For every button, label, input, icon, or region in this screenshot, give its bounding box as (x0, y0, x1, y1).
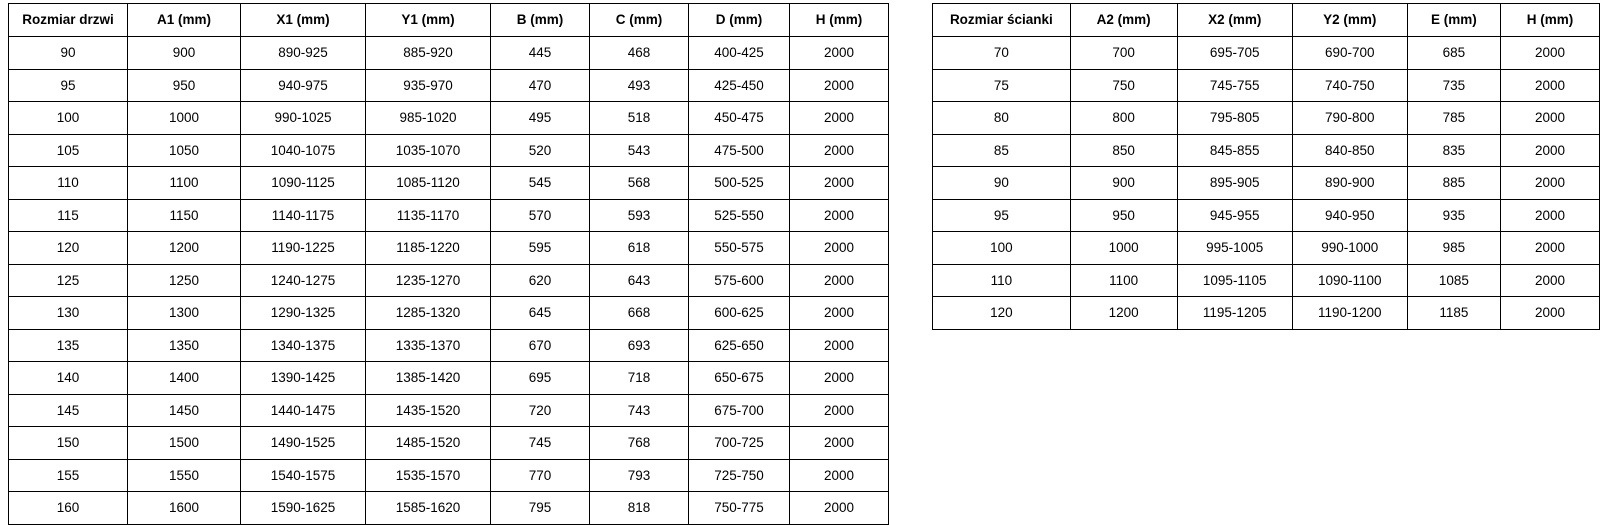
table-cell: 1440-1475 (241, 394, 366, 427)
table-cell: 2000 (790, 329, 889, 362)
table-cell: 718 (590, 362, 689, 395)
table-cell: 2000 (790, 199, 889, 232)
table-row (9, 297, 889, 330)
table-cell: 400-425 (689, 37, 790, 70)
table-cell: 1500 (128, 427, 241, 460)
table-cell: 745 (491, 427, 590, 460)
table-cell: 700 (1070, 37, 1177, 70)
table-cell: 740-750 (1292, 69, 1407, 102)
table-cell: 695-705 (1177, 37, 1292, 70)
table-cell: 1085-1120 (366, 167, 491, 200)
table-cell: 885-920 (366, 37, 491, 70)
table-cell: 1300 (128, 297, 241, 330)
table-cell: 1590-1625 (241, 492, 366, 525)
table-cell: 110 (9, 167, 128, 200)
table-cell: 940-975 (241, 69, 366, 102)
walls-table-body (933, 37, 1600, 330)
table-row (933, 199, 1600, 232)
table-row (9, 69, 889, 102)
doors-column-header-0: Rozmiar drzwi (9, 4, 128, 37)
table-cell: 1535-1570 (366, 459, 491, 492)
walls-column-header-2: X2 (mm) (1177, 4, 1292, 37)
table-cell: 940-950 (1292, 199, 1407, 232)
table-cell: 85 (933, 134, 1071, 167)
table-cell: 1200 (1070, 297, 1177, 330)
table-cell: 1050 (128, 134, 241, 167)
table-cell: 95 (933, 199, 1071, 232)
table-cell: 1140-1175 (241, 199, 366, 232)
table-row (9, 37, 889, 70)
table-cell: 468 (590, 37, 689, 70)
table-cell: 140 (9, 362, 128, 395)
table-cell: 695 (491, 362, 590, 395)
doors-column-header-2: X1 (mm) (241, 4, 366, 37)
table-row (933, 264, 1600, 297)
table-cell: 1100 (128, 167, 241, 200)
table-row (933, 232, 1600, 265)
table-cell: 2000 (1500, 264, 1599, 297)
table-cell: 2000 (790, 394, 889, 427)
table-cell: 518 (590, 102, 689, 135)
table-cell: 2000 (1500, 167, 1599, 200)
table-row (9, 232, 889, 265)
table-header-row (9, 4, 889, 37)
table-cell: 890-925 (241, 37, 366, 70)
table-cell: 2000 (1500, 297, 1599, 330)
table-cell: 845-855 (1177, 134, 1292, 167)
table-cell: 600-625 (689, 297, 790, 330)
table-cell: 520 (491, 134, 590, 167)
table-cell: 595 (491, 232, 590, 265)
table-cell: 450-475 (689, 102, 790, 135)
table-cell: 818 (590, 492, 689, 525)
table-cell: 785 (1407, 102, 1500, 135)
table-row (9, 427, 889, 460)
table-cell: 618 (590, 232, 689, 265)
table-cell: 2000 (790, 102, 889, 135)
table-cell: 700-725 (689, 427, 790, 460)
table-cell: 150 (9, 427, 128, 460)
table-cell: 2000 (790, 232, 889, 265)
table-cell: 100 (9, 102, 128, 135)
table-cell: 568 (590, 167, 689, 200)
table-cell: 1540-1575 (241, 459, 366, 492)
table-row (933, 167, 1600, 200)
table-row (933, 69, 1600, 102)
table-cell: 900 (1070, 167, 1177, 200)
walls-column-header-1: A2 (mm) (1070, 4, 1177, 37)
table-cell: 425-450 (689, 69, 790, 102)
table-cell: 120 (9, 232, 128, 265)
table-cell: 475-500 (689, 134, 790, 167)
table-cell: 643 (590, 264, 689, 297)
table-cell: 500-525 (689, 167, 790, 200)
table-cell: 1100 (1070, 264, 1177, 297)
table-cell: 1385-1420 (366, 362, 491, 395)
table-cell: 2000 (1500, 37, 1599, 70)
table-cell: 2000 (1500, 232, 1599, 265)
table-cell: 1195-1205 (1177, 297, 1292, 330)
table-row (9, 394, 889, 427)
table-cell: 1135-1170 (366, 199, 491, 232)
doors-column-header-1: A1 (mm) (128, 4, 241, 37)
table-cell: 110 (933, 264, 1071, 297)
table-cell: 2000 (790, 37, 889, 70)
table-cell: 768 (590, 427, 689, 460)
table-cell: 470 (491, 69, 590, 102)
table-cell: 1485-1520 (366, 427, 491, 460)
table-cell: 1150 (128, 199, 241, 232)
table-cell: 1400 (128, 362, 241, 395)
table-row (9, 102, 889, 135)
table-cell: 645 (491, 297, 590, 330)
table-cell: 495 (491, 102, 590, 135)
table-cell: 795-805 (1177, 102, 1292, 135)
table-row (933, 102, 1600, 135)
walls-table-header (933, 4, 1600, 37)
table-cell: 1490-1525 (241, 427, 366, 460)
table-cell: 750-775 (689, 492, 790, 525)
doors-dimensions-table-container (8, 3, 889, 525)
table-cell: 80 (933, 102, 1071, 135)
table-cell: 1240-1275 (241, 264, 366, 297)
table-cell: 115 (9, 199, 128, 232)
table-cell: 895-905 (1177, 167, 1292, 200)
table-cell: 100 (933, 232, 1071, 265)
table-header-row (933, 4, 1600, 37)
table-cell: 995-1005 (1177, 232, 1292, 265)
table-cell: 575-600 (689, 264, 790, 297)
doors-table-header (9, 4, 889, 37)
table-cell: 1350 (128, 329, 241, 362)
table-cell: 625-650 (689, 329, 790, 362)
doors-column-header-5: C (mm) (590, 4, 689, 37)
table-cell: 2000 (790, 264, 889, 297)
table-cell: 2000 (790, 297, 889, 330)
table-cell: 1390-1425 (241, 362, 366, 395)
table-cell: 743 (590, 394, 689, 427)
table-cell: 2000 (790, 492, 889, 525)
table-cell: 1095-1105 (1177, 264, 1292, 297)
table-row (933, 297, 1600, 330)
walls-column-header-3: Y2 (mm) (1292, 4, 1407, 37)
table-cell: 125 (9, 264, 128, 297)
table-cell: 545 (491, 167, 590, 200)
walls-dimensions-table (932, 3, 1600, 330)
table-cell: 1185 (1407, 297, 1500, 330)
table-cell: 155 (9, 459, 128, 492)
table-row (9, 362, 889, 395)
table-row (9, 329, 889, 362)
table-cell: 70 (933, 37, 1071, 70)
table-cell: 1435-1520 (366, 394, 491, 427)
table-cell: 593 (590, 199, 689, 232)
table-cell: 130 (9, 297, 128, 330)
doors-column-header-3: Y1 (mm) (366, 4, 491, 37)
table-cell: 2000 (790, 69, 889, 102)
table-row (9, 492, 889, 525)
table-cell: 990-1000 (1292, 232, 1407, 265)
table-cell: 2000 (790, 459, 889, 492)
table-row (9, 167, 889, 200)
table-cell: 985-1020 (366, 102, 491, 135)
walls-column-header-4: E (mm) (1407, 4, 1500, 37)
table-cell: 1285-1320 (366, 297, 491, 330)
table-cell: 750 (1070, 69, 1177, 102)
table-cell: 105 (9, 134, 128, 167)
table-cell: 1290-1325 (241, 297, 366, 330)
table-row (933, 134, 1600, 167)
table-cell: 1035-1070 (366, 134, 491, 167)
walls-column-header-0: Rozmiar ścianki (933, 4, 1071, 37)
table-cell: 90 (933, 167, 1071, 200)
table-cell: 145 (9, 394, 128, 427)
table-cell: 890-900 (1292, 167, 1407, 200)
table-cell: 840-850 (1292, 134, 1407, 167)
table-cell: 835 (1407, 134, 1500, 167)
table-cell: 850 (1070, 134, 1177, 167)
table-row (9, 264, 889, 297)
table-cell: 543 (590, 134, 689, 167)
table-cell: 2000 (790, 167, 889, 200)
table-cell: 1450 (128, 394, 241, 427)
table-cell: 745-755 (1177, 69, 1292, 102)
table-cell: 900 (128, 37, 241, 70)
table-cell: 735 (1407, 69, 1500, 102)
table-cell: 1235-1270 (366, 264, 491, 297)
table-cell: 650-675 (689, 362, 790, 395)
table-cell: 160 (9, 492, 128, 525)
table-cell: 693 (590, 329, 689, 362)
table-cell: 725-750 (689, 459, 790, 492)
doors-column-header-4: B (mm) (491, 4, 590, 37)
walls-dimensions-table-container (932, 3, 1600, 330)
table-cell: 135 (9, 329, 128, 362)
table-cell: 493 (590, 69, 689, 102)
table-cell: 770 (491, 459, 590, 492)
table-cell: 1340-1375 (241, 329, 366, 362)
doors-dimensions-table (8, 3, 889, 525)
table-cell: 793 (590, 459, 689, 492)
table-cell: 800 (1070, 102, 1177, 135)
table-cell: 1085 (1407, 264, 1500, 297)
table-cell: 2000 (1500, 199, 1599, 232)
table-row (933, 37, 1600, 70)
table-cell: 690-700 (1292, 37, 1407, 70)
table-cell: 1185-1220 (366, 232, 491, 265)
table-cell: 1090-1100 (1292, 264, 1407, 297)
table-cell: 945-955 (1177, 199, 1292, 232)
table-cell: 550-575 (689, 232, 790, 265)
table-cell: 2000 (790, 134, 889, 167)
table-cell: 1250 (128, 264, 241, 297)
table-cell: 985 (1407, 232, 1500, 265)
table-cell: 90 (9, 37, 128, 70)
table-cell: 1200 (128, 232, 241, 265)
table-cell: 935-970 (366, 69, 491, 102)
doors-table-body (9, 37, 889, 525)
table-row (9, 134, 889, 167)
table-cell: 670 (491, 329, 590, 362)
table-row (9, 199, 889, 232)
table-cell: 1000 (1070, 232, 1177, 265)
table-cell: 1585-1620 (366, 492, 491, 525)
table-cell: 1040-1075 (241, 134, 366, 167)
table-cell: 2000 (790, 427, 889, 460)
table-row (9, 459, 889, 492)
table-cell: 685 (1407, 37, 1500, 70)
walls-column-header-5: H (mm) (1500, 4, 1599, 37)
table-cell: 1000 (128, 102, 241, 135)
table-cell: 2000 (1500, 134, 1599, 167)
table-cell: 2000 (1500, 69, 1599, 102)
table-cell: 668 (590, 297, 689, 330)
table-cell: 950 (1070, 199, 1177, 232)
table-cell: 2000 (1500, 102, 1599, 135)
table-cell: 1335-1370 (366, 329, 491, 362)
table-cell: 950 (128, 69, 241, 102)
table-cell: 1550 (128, 459, 241, 492)
table-cell: 935 (1407, 199, 1500, 232)
table-cell: 95 (9, 69, 128, 102)
table-cell: 675-700 (689, 394, 790, 427)
table-cell: 1090-1125 (241, 167, 366, 200)
table-cell: 75 (933, 69, 1071, 102)
table-cell: 445 (491, 37, 590, 70)
table-cell: 720 (491, 394, 590, 427)
table-cell: 790-800 (1292, 102, 1407, 135)
doors-column-header-7: H (mm) (790, 4, 889, 37)
table-cell: 120 (933, 297, 1071, 330)
table-cell: 990-1025 (241, 102, 366, 135)
table-cell: 570 (491, 199, 590, 232)
table-cell: 2000 (790, 362, 889, 395)
table-cell: 1600 (128, 492, 241, 525)
table-cell: 525-550 (689, 199, 790, 232)
table-cell: 1190-1200 (1292, 297, 1407, 330)
table-cell: 885 (1407, 167, 1500, 200)
table-cell: 620 (491, 264, 590, 297)
table-cell: 795 (491, 492, 590, 525)
doors-column-header-6: D (mm) (689, 4, 790, 37)
table-cell: 1190-1225 (241, 232, 366, 265)
